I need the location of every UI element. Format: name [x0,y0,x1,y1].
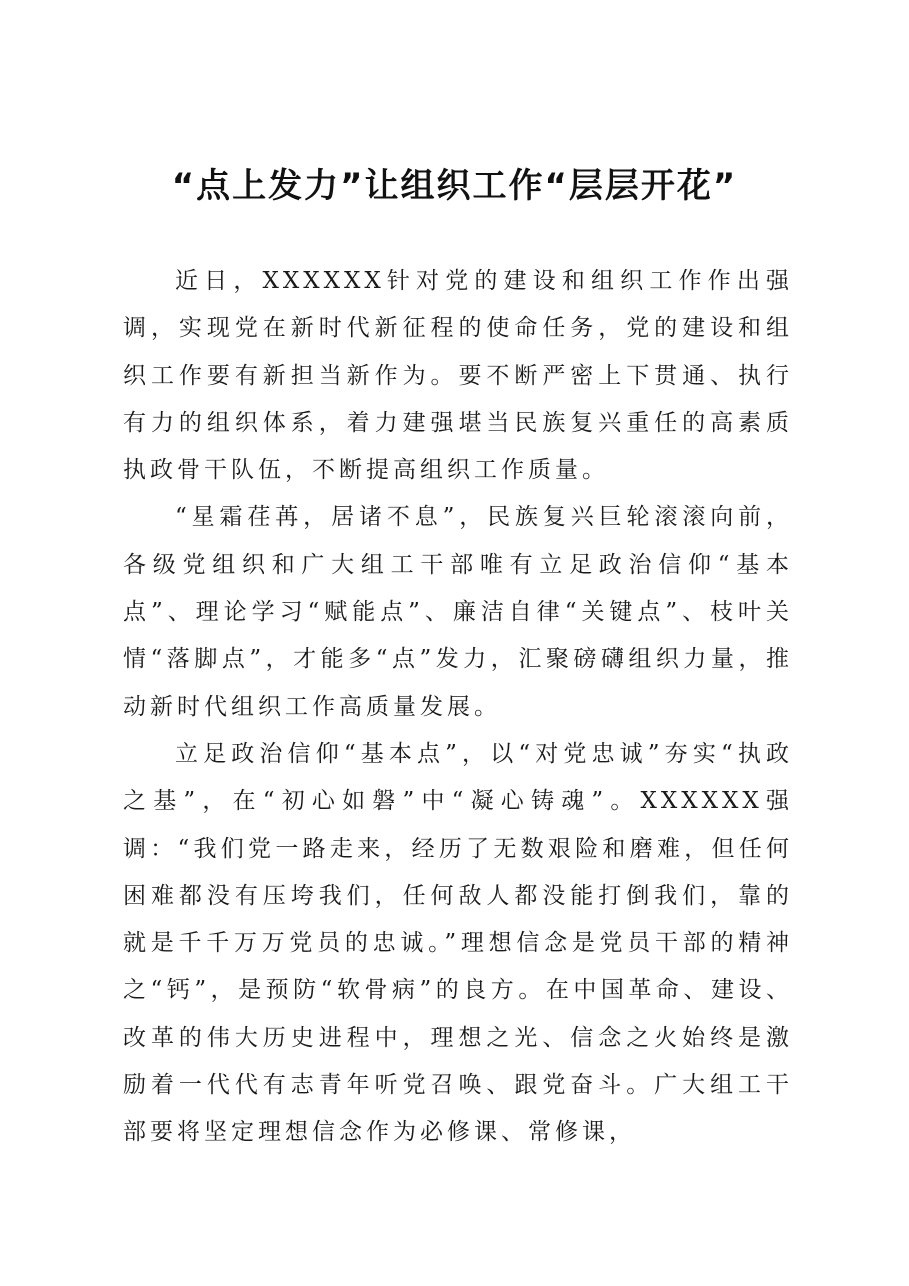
paragraph-2: “星霜荏苒，居诸不息”，民族复兴巨轮滚滚向前，各级党组织和广大组工干部唯有立足政治信仰“基本点”、理论学习“赋能点”、廉洁自律“关键点”、枝叶关情“落脚点”，才能多“点”发力，汇聚磅礴组织力量，推动新时代组织工作高质量发展。 [123,504,793,720]
document-title: “点上发力”让组织工作“层层开花” [171,166,738,206]
paragraph-3: 立足政治信仰“基本点”，以“对党忠诚”夯实“执政之基”，在“初心如磐”中“凝心铸魂”。XXXXXX强调：“我们党一路走来，经历了无数艰险和磨难，但任何困难都没有压垮我们，任何敌人都没能打倒我们，靠的就是千千万万党员的忠诚。”理想信念是党员干部的精神之“钙”，是预防“软骨病”的良方。在中国革命、建设、改革的伟大历史进程中，理想之光、信念之火始终是激励着一代代有志青年听党召唤、跟党奋斗。广大组工干部要将坚定理想信念作为必修课、常修课， [123,740,793,1146]
document-body [123,258,793,1157]
paragraph-1: 近日，XXXXXX针对党的建设和组织工作作出强调，实现党在新时代新征程的使命任务，党的建设和组织工作要有新担当新作为。要不断严密上下贯通、执行有力的组织体系，着力建强堪当民族复兴重任的高素质执政骨干队伍，不断提高组织工作质量。 [123,268,793,484]
